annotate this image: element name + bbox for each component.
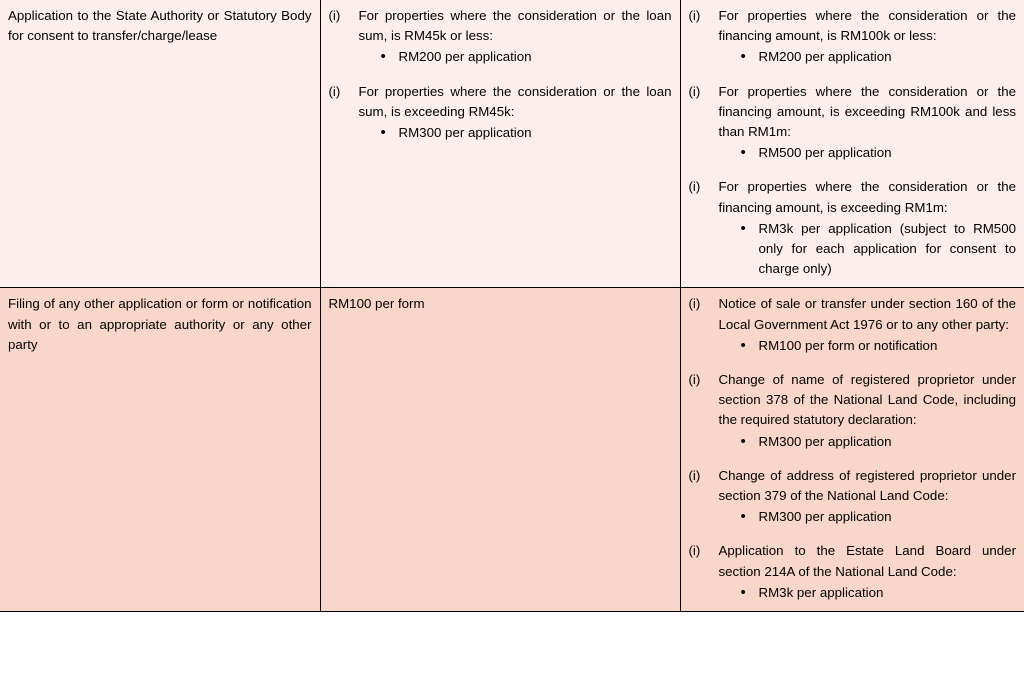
list-marker: (i) xyxy=(688,8,701,23)
list-item-text: For properties where the consideration or the financing amount, is exceeding RM1m: xyxy=(718,179,1016,215)
list-marker: (i) xyxy=(688,179,701,195)
row-scale-b-cell xyxy=(680,0,1024,288)
table-row xyxy=(0,0,1024,288)
bullet-item: • RM3k per application (subject to RM500 only for each application for consent to charge only) xyxy=(741,219,1017,280)
bullet-list xyxy=(719,583,1017,603)
list-item-text: For properties where the consideration or the loan sum, is exceeding RM45k: xyxy=(358,83,672,119)
list-item xyxy=(329,82,672,144)
list-marker: (i) xyxy=(328,8,341,23)
bullet-list xyxy=(719,219,1017,280)
list-item-text: For properties where the consideration or the financing amount, is exceeding RM100k and less than RM1m: xyxy=(718,83,1016,140)
bullet-list xyxy=(359,123,672,143)
bullet-item: • RM300 per application xyxy=(381,123,672,143)
list-item-text: For properties where the consideration or the financing amount, is RM100k or less: xyxy=(718,8,1016,44)
bullet-item: • RM3k per application xyxy=(741,583,1017,603)
list-body xyxy=(719,177,1017,279)
bullet-list xyxy=(719,507,1017,527)
bullet-list xyxy=(719,432,1017,452)
bullet-list xyxy=(719,143,1017,163)
bullet-item: • RM200 per application xyxy=(741,47,1017,67)
bullet-item: • RM300 per application xyxy=(741,432,1017,452)
list-item xyxy=(689,177,1017,279)
list-body xyxy=(719,466,1017,528)
table-row xyxy=(0,288,1024,612)
list-item-text: Change of address of registered proprietor under section 379 of the National Land Code: xyxy=(718,467,1016,504)
row-scale-a-cell xyxy=(320,0,680,288)
list-marker: (i) xyxy=(688,83,701,99)
list-item xyxy=(689,6,1017,68)
list-item xyxy=(689,294,1017,356)
list-marker: (i) xyxy=(328,83,341,99)
row-description-cell xyxy=(0,0,320,288)
list-item xyxy=(689,541,1017,603)
list-marker: (i) xyxy=(688,296,701,312)
bullet-list xyxy=(719,47,1017,67)
list-item-text: Notice of sale or transfer under section 160 of the Local Government Act 1976 or to any other party: xyxy=(718,296,1016,332)
list-item xyxy=(689,82,1017,164)
bullet-item: • RM200 per application xyxy=(381,47,672,67)
list-marker: (i) xyxy=(688,543,701,559)
list-body xyxy=(719,541,1017,603)
list-item-text: Change of name of registered proprietor under section 378 of the National Land Code, including the required statutory declaration: xyxy=(718,372,1016,428)
row-description-cell xyxy=(0,288,320,612)
list-item-text: For properties where the consideration or the loan sum, is RM45k or less: xyxy=(358,8,672,44)
row-description-text: Filing of any other application or form or notification with or to an appropriate authority or any other party xyxy=(8,296,312,352)
bullet-item: • RM300 per application xyxy=(741,507,1017,527)
bullet-item: • RM500 per application xyxy=(741,143,1017,163)
list-body xyxy=(719,82,1017,164)
list-body xyxy=(719,294,1017,356)
list-body xyxy=(359,6,672,68)
list-item xyxy=(689,370,1017,452)
list-item xyxy=(689,466,1017,528)
list-marker: (i) xyxy=(688,467,701,483)
list-item-text: Application to the Estate Land Board under section 214A of the National Land Code: xyxy=(718,543,1016,579)
row-scale-a-cell xyxy=(320,288,680,612)
list-body xyxy=(719,370,1017,452)
list-body xyxy=(719,6,1017,68)
list-body xyxy=(359,82,672,144)
bullet-list xyxy=(359,47,672,67)
list-marker: (i) xyxy=(688,372,701,388)
bullet-item: • RM100 per form or notification xyxy=(741,336,1017,356)
row-scale-a-text: RM100 per form xyxy=(328,296,425,312)
list-item xyxy=(329,6,672,68)
row-scale-b-cell xyxy=(680,288,1024,612)
bullet-list xyxy=(719,336,1017,356)
row-description-text: Application to the State Authority or Statutory Body for consent to transfer/charge/lease xyxy=(8,8,312,44)
